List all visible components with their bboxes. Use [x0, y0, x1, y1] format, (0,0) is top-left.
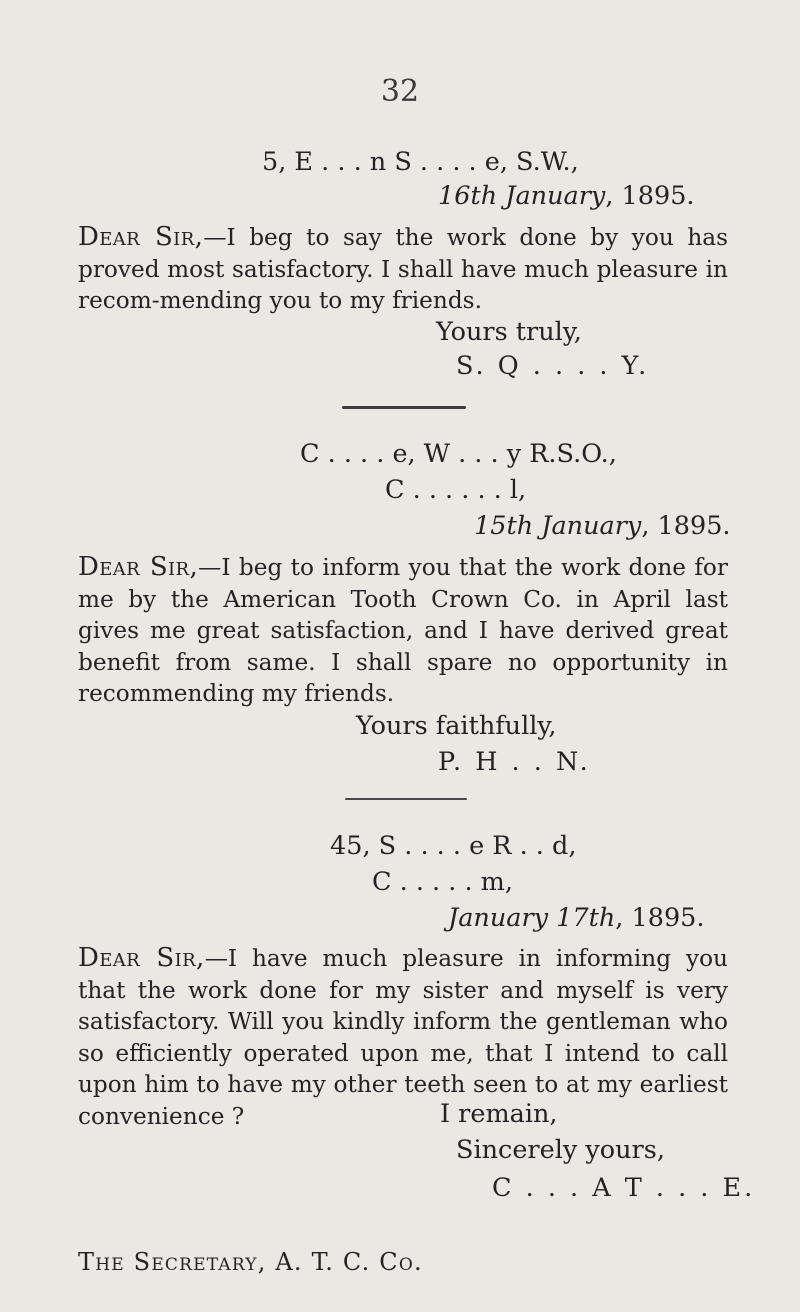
letter-1-address: 5, E . . . n S . . . . e, S.W.,	[262, 147, 579, 177]
letter-2-address-line-2: C . . . . . . l,	[385, 475, 527, 505]
letter-1-closing: Yours truly,	[436, 317, 582, 347]
letter-3-salutation: Dear Sir,	[78, 943, 205, 973]
letter-2-date-year: , 1895.	[641, 511, 731, 541]
letter-3-address-line-1: 45, S . . . . e R . . d,	[330, 831, 577, 861]
divider-2	[345, 798, 467, 800]
letter-1-date-month: January	[497, 181, 606, 211]
letter-3-signature: C . . . A T . . . E.	[492, 1173, 756, 1203]
letter-3-address-line-2: C . . . . . m,	[372, 867, 513, 897]
letter-2-date-day: 15th	[474, 511, 534, 541]
letter-2-body	[78, 552, 728, 710]
letter-1-date-year: , 1895.	[605, 181, 695, 211]
page-number: 32	[380, 74, 420, 109]
letter-2-date	[474, 510, 731, 542]
letter-3-closing-1: I remain,	[440, 1099, 558, 1129]
letter-1-signature: S. Q . . . . Y.	[456, 351, 650, 381]
letter-2-signature: P. H . . N.	[438, 747, 591, 777]
letter-1-body	[78, 222, 728, 317]
letter-2-closing: Yours faithfully,	[356, 711, 557, 741]
letter-3-date	[448, 902, 705, 934]
letter-3-body	[78, 943, 728, 1132]
footer-addressee: The Secretary, A. T. C. Co.	[78, 1248, 423, 1276]
divider-1	[342, 406, 466, 409]
letter-2-date-month: January	[533, 511, 642, 541]
letter-3-date-month-day: January 17th	[448, 903, 616, 933]
letter-3-date-year: , 1895.	[615, 903, 705, 933]
letter-2-address-line-1: C . . . . e, W . . . y R.S.O.,	[300, 439, 617, 469]
letter-3-body-text: —I have much pleasure in informing you that the work done for my sister and myself is very satisfactory. Will you kindly inform the gentleman who so efficiently operated upon me, that I intend to call upon him to have my other teeth seen to at my earliest convenience ?	[78, 945, 728, 1130]
letter-2-body-text: —I beg to inform you that the work done for me by the American Tooth Crown Co. in April last gives me great satisfaction, and I have derived great benefit from same. I shall spare no opportunity in recommending my friends.	[78, 554, 728, 707]
letter-1-salutation: Dear Sir,	[78, 222, 204, 252]
letter-3-closing-2: Sincerely yours,	[456, 1135, 665, 1165]
letter-1-date	[438, 180, 695, 212]
letter-2-salutation: Dear Sir,	[78, 552, 199, 582]
letter-1-date-day: 16th	[438, 181, 498, 211]
letter-1-body-text: —I beg to say the work done by you has proved most satisfactory. I shall have much pleasure in recom-mending you to my friends.	[78, 224, 728, 314]
